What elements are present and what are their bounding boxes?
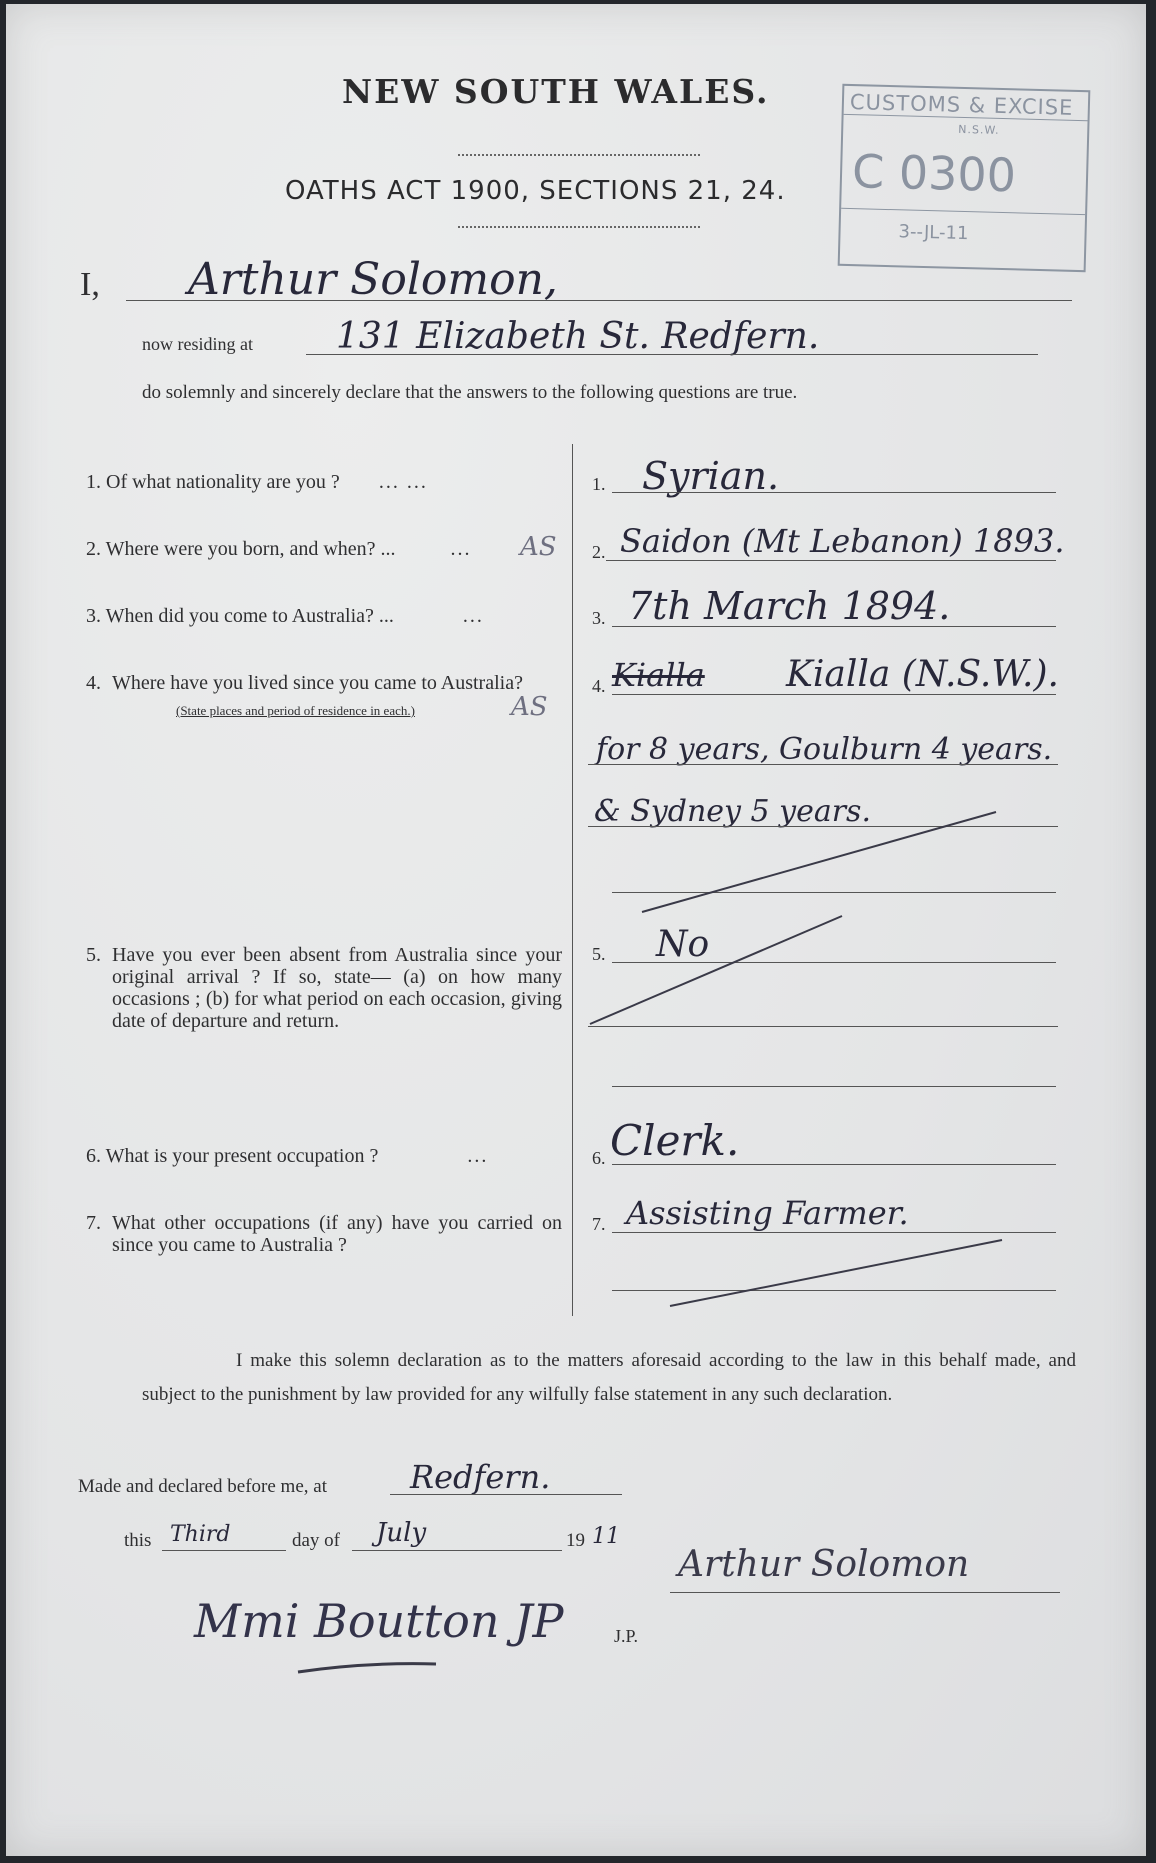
stamp-number: C 0300	[851, 144, 1017, 203]
stamp-line2: N.S.W.	[958, 122, 1000, 137]
day-line	[162, 1550, 286, 1551]
answer-6-number: 6.	[592, 1148, 606, 1168]
jp-signature: Mmi Boutton JP	[194, 1594, 564, 1648]
question-number: 6.	[86, 1145, 101, 1167]
question-number: 3.	[86, 605, 101, 627]
answer-4-struck: Kialla	[612, 656, 705, 694]
declared-place: Redfern.	[410, 1458, 551, 1496]
question-number: 4.	[86, 672, 101, 694]
declare-text: do solemnly and sincerely declare that the answers to the following questions are true.	[142, 382, 798, 403]
question-leader: ...	[467, 1145, 489, 1167]
question-leader: ...	[462, 605, 484, 627]
answer-4-line1: Kialla (N.S.W.).	[786, 654, 1059, 695]
answer-4-line2: for 8 years, Goulburn 4 years.	[596, 732, 1053, 767]
margin-initials: AS	[520, 532, 557, 562]
cancel-stroke	[642, 812, 996, 912]
residing-label: now residing at	[142, 334, 253, 354]
answer-3: 7th March 1894.	[628, 584, 951, 628]
cancellation-strokes	[6, 4, 1146, 1856]
answer-2-number: 2.	[592, 542, 606, 562]
answer-7: Assisting Farmer.	[626, 1194, 909, 1232]
cancel-stroke	[670, 1240, 1002, 1306]
declaration-form	[6, 4, 1146, 1856]
place-line	[390, 1494, 622, 1495]
question-number: 7.	[86, 1212, 101, 1234]
act-reference: OATHS ACT 1900, SECTIONS 21, 24.	[285, 176, 786, 206]
stamp-line1: CUSTOMS & EXCISE	[849, 89, 1074, 120]
question-text: Have you ever been absent from Australia since your original arrival ? If so, state— (a) on how many occasions ; (b) for what period on each occasion, giving date of departure and return.	[112, 944, 562, 1032]
declarant-name: Arthur Solomon,	[188, 254, 558, 305]
cancel-stroke	[590, 916, 842, 1024]
declarant-address: 131 Elizabeth St. Redfern.	[336, 316, 820, 357]
question-text: Where were you born, and when? ...	[105, 538, 396, 560]
question-leader: ...	[450, 538, 472, 560]
question-number: 5.	[86, 944, 101, 966]
answer-5-number: 5.	[592, 944, 606, 964]
question-text: Where have you lived since you came to Australia?	[112, 672, 523, 694]
declared-month: July	[376, 1518, 427, 1548]
form-title: NEW SOUTH WALES.	[342, 72, 770, 111]
jp-label: J.P.	[614, 1626, 639, 1646]
question-text: Of what nationality are you ?	[106, 471, 340, 493]
answer-1-number: 1.	[592, 474, 606, 494]
question-note: (State places and period of residence in each.)	[176, 703, 415, 718]
answer-6: Clerk.	[610, 1116, 740, 1165]
signature-flourish	[298, 1664, 436, 1672]
question-text: What is your present occupation ?	[105, 1145, 379, 1167]
question-number: 2.	[86, 538, 101, 560]
this-label: this	[124, 1530, 152, 1551]
declarant-signature-line	[670, 1592, 1060, 1593]
year-prefix: 19	[566, 1530, 585, 1551]
answer-2: Saidon (Mt Lebanon) 1893.	[620, 522, 1065, 560]
answer-4-line3: & Sydney 5 years.	[594, 794, 871, 829]
declared-day: Third	[170, 1522, 231, 1547]
answer-1: Syrian.	[642, 454, 780, 498]
answer-4-number: 4.	[592, 676, 606, 696]
declarant-signature: Arthur Solomon	[678, 1544, 970, 1585]
question-text: What other occupations (if any) have you carried on since you came to Australia ?	[112, 1212, 562, 1256]
answer-3-number: 3.	[592, 608, 606, 628]
closing-declaration: I make this solemn declaration as to the matters aforesaid according to the law in this behalf made, and subject to the punishment by law provided for any wilfully false statement in any such declaration.	[142, 1350, 1076, 1405]
answer-7-number: 7.	[592, 1214, 606, 1234]
question-text: When did you come to Australia? ...	[105, 605, 394, 627]
answer-5: No	[656, 924, 710, 965]
intro-i: I,	[80, 266, 100, 303]
question-number: 1.	[86, 471, 101, 493]
made-declared-label: Made and declared before me, at	[78, 1476, 327, 1497]
month-line	[352, 1550, 562, 1551]
declared-year: 11	[592, 1524, 620, 1549]
question-leader: ... ...	[378, 471, 428, 493]
margin-initials: AS	[511, 692, 548, 722]
day-of-label: day of	[292, 1530, 341, 1551]
stamp-date: 3--JL-11	[898, 221, 969, 245]
